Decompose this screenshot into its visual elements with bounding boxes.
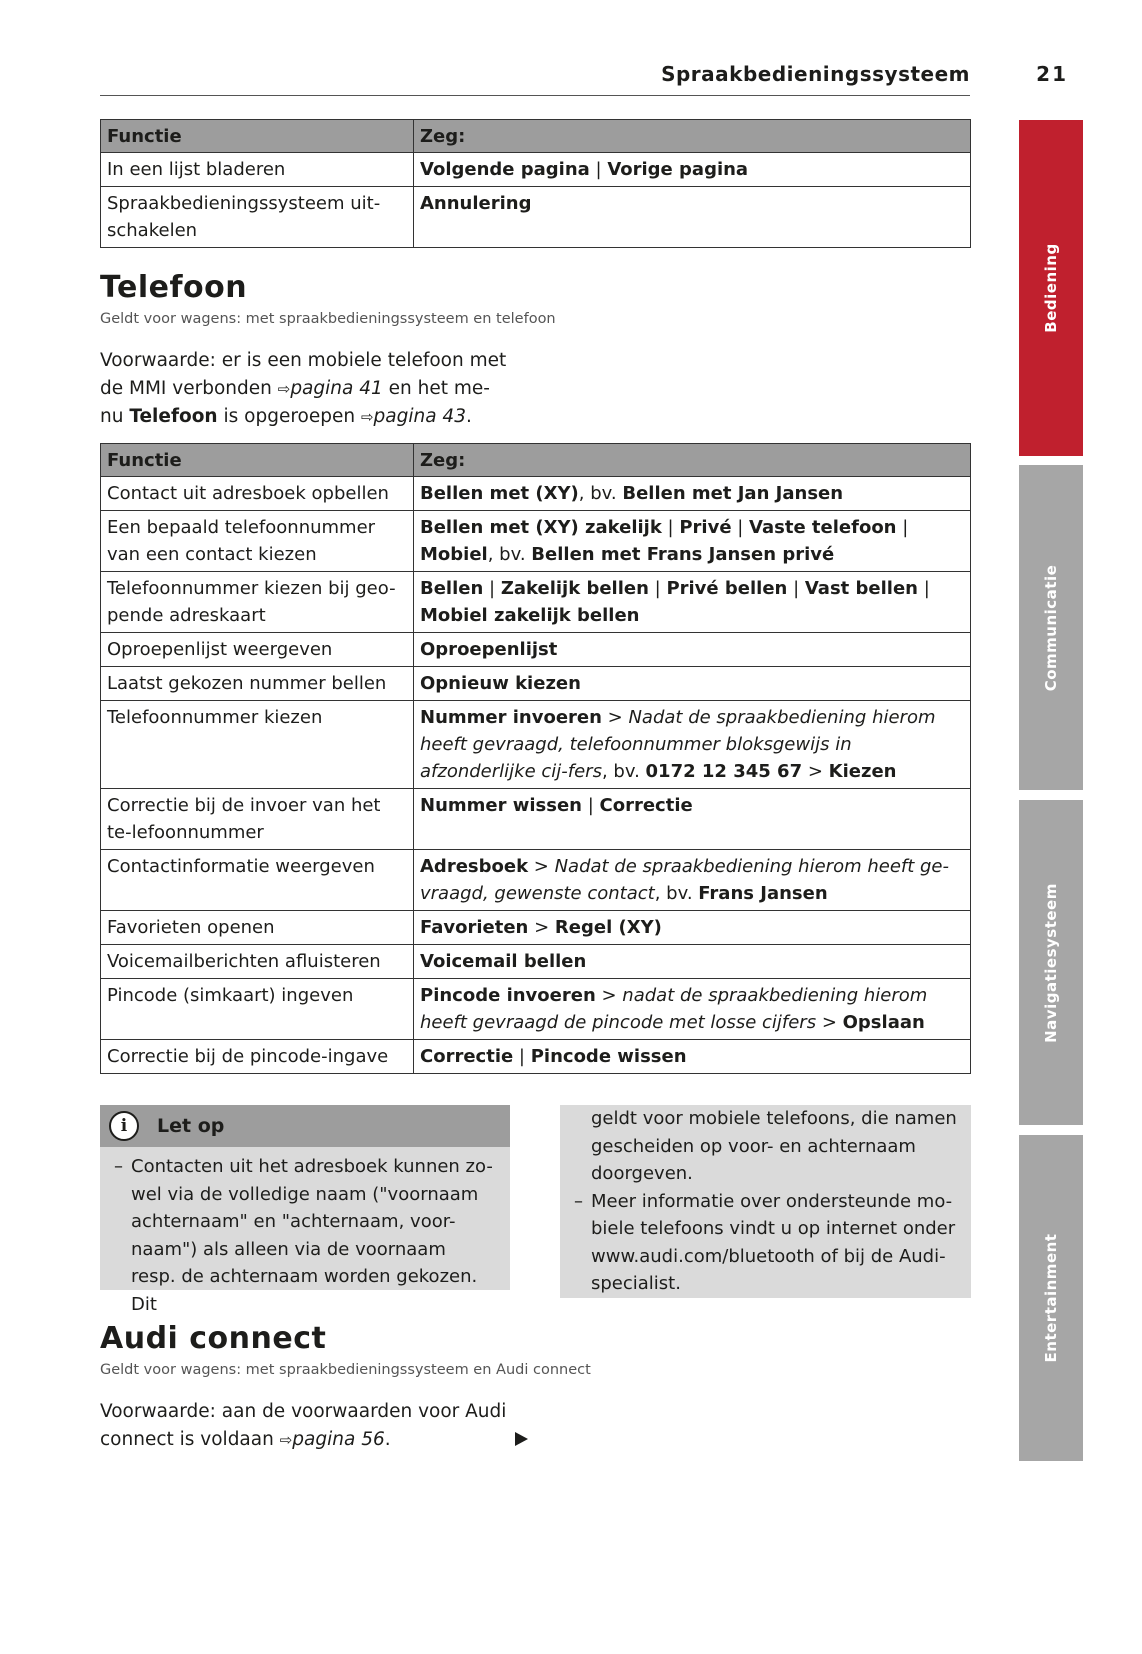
functie-cell: Een bepaald telefoonnummer van een contact kiezen	[101, 511, 414, 572]
table-row	[101, 979, 971, 1040]
command-text: Annulering	[420, 193, 532, 214]
separator: |	[589, 159, 608, 180]
table-row	[101, 701, 971, 789]
cross-reference-arrow-icon: ⇨	[279, 1430, 293, 1449]
side-tab-navigatiesysteem[interactable]	[1019, 800, 1083, 1125]
functie-cell: Contactinformatie weergeven	[101, 850, 414, 911]
table-row	[101, 1040, 971, 1074]
note-title: Let op	[157, 1115, 225, 1137]
zeg-cell: Correctie | Pincode wissen	[414, 1040, 971, 1074]
tab-label: Bediening	[1042, 243, 1060, 333]
functie-cell: Laatst gekozen nummer bellen	[101, 667, 414, 701]
cell-line: Spraakbedieningssysteem uit-	[107, 193, 381, 214]
bullet: –	[114, 1156, 123, 1177]
list-commands-table	[100, 119, 971, 248]
applies-to-note: Geldt voor wagens: met spraakbedieningssysteem en Audi connect	[100, 1362, 591, 1378]
table-header-row	[101, 444, 971, 477]
note-text: Contacten uit het adresboek kunnen zo-wel via de volledige naam ("voornaam achternaam" en "achternaam, voor-naam") als alleen via de voornaam resp. de achternaam worden gekozen. Dit	[131, 1156, 493, 1315]
functie-cell: Correctie bij de pincode-ingave	[101, 1040, 414, 1074]
text: .	[465, 406, 472, 427]
table-row	[101, 789, 971, 850]
zeg-cell	[414, 153, 971, 187]
table-row	[101, 511, 971, 572]
text: .	[384, 1428, 391, 1450]
text: connect is voldaan	[100, 1428, 280, 1450]
functie-cell: Voicemailberichten afluisteren	[101, 945, 414, 979]
cross-reference-arrow-icon: ⇨	[277, 379, 291, 398]
zeg-cell: Bellen | Zakelijk bellen | Privé bellen | Vast bellen | Mobiel zakelijk bellen	[414, 572, 971, 633]
tab-label: Navigatiesysteem	[1042, 882, 1060, 1043]
page-link[interactable]: pagina 56	[292, 1428, 385, 1450]
functie-cell	[101, 187, 414, 248]
table-row	[101, 153, 971, 187]
cross-reference-arrow-icon: ⇨	[360, 408, 374, 426]
audi-connect-intro	[100, 1398, 520, 1454]
list-item	[114, 1153, 494, 1318]
page-link[interactable]: pagina 41	[290, 377, 383, 399]
functie-cell: Oproepenlijst weergeven	[101, 633, 414, 667]
zeg-cell: Bellen met (XY), bv. Bellen met Jan Jansen	[414, 477, 971, 511]
zeg-cell: Adresboek > Nadat de spraakbediening hierom heeft ge-vraagd, gewenste contact, bv. Frans Jansen	[414, 850, 971, 911]
table-row	[101, 477, 971, 511]
page-number: 21	[1036, 62, 1068, 86]
continue-arrow-icon	[515, 1432, 528, 1446]
list-item	[574, 1188, 959, 1298]
column-header-zeg: Zeg:	[414, 120, 971, 153]
text: nu	[100, 406, 130, 427]
side-tab-entertainment[interactable]	[1019, 1135, 1083, 1461]
zeg-cell: Pincode invoeren > nadat de spraakbediening hierom heeft gevraagd de pincode met losse cijfers > Opslaan	[414, 979, 971, 1040]
note-text: Meer informatie over ondersteunde mo-biele telefoons vindt u op internet onder www.audi.com/bluetooth of bij de Audi-specialist.	[591, 1190, 956, 1294]
text: de MMI verbonden	[100, 377, 278, 399]
note-header	[100, 1105, 510, 1147]
section-title-audi-connect: Audi connect	[100, 1321, 327, 1356]
functie-cell: Contact uit adresboek opbellen	[101, 477, 414, 511]
table-header-row	[101, 120, 971, 153]
functie-cell: In een lijst bladeren	[101, 153, 414, 187]
zeg-cell: Nummer wissen | Correctie	[414, 789, 971, 850]
command-text: Volgende pagina	[420, 159, 590, 180]
table-row	[101, 850, 971, 911]
column-header-zeg: Zeg:	[414, 444, 971, 477]
column-header-functie: Functie	[101, 120, 414, 153]
note-body	[100, 1147, 510, 1318]
functie-cell: Favorieten openen	[101, 911, 414, 945]
note-box-continued	[560, 1105, 971, 1298]
text: Voorwaarde: aan de voorwaarden voor Audi	[100, 1401, 507, 1422]
tab-label: Communicatie	[1042, 564, 1060, 691]
running-header-title: Spraakbedieningssysteem	[661, 62, 970, 86]
table-row	[101, 667, 971, 701]
command-text: Vorige pagina	[607, 159, 749, 180]
page-link[interactable]: pagina 43	[373, 406, 466, 427]
text: en het me-	[382, 377, 490, 399]
info-icon: i	[109, 1111, 139, 1141]
side-tab-bediening[interactable]	[1019, 120, 1083, 456]
column-header-functie: Functie	[101, 444, 414, 477]
section-title-telefoon: Telefoon	[100, 270, 248, 305]
note-text: geldt voor mobiele telefoons, die namen gescheiden op voor- en achternaam doorgeven.	[591, 1108, 957, 1184]
text: is opgeroepen	[217, 406, 361, 427]
table-row	[101, 633, 971, 667]
functie-cell: Pincode (simkaart) ingeven	[101, 979, 414, 1040]
table-row	[101, 911, 971, 945]
table-row	[101, 187, 971, 248]
cell-line: schakelen	[107, 220, 198, 241]
table-row	[101, 572, 971, 633]
telefoon-commands-table	[100, 443, 971, 1074]
zeg-cell: Bellen met (XY) zakelijk | Privé | Vaste telefoon | Mobiel, bv. Bellen met Frans Jansen privé	[414, 511, 971, 572]
side-tab-communicatie[interactable]	[1019, 465, 1083, 790]
tab-label: Entertainment	[1042, 1233, 1060, 1363]
zeg-cell: Favorieten > Regel (XY)	[414, 911, 971, 945]
applies-to-note: Geldt voor wagens: met spraakbedieningssysteem en telefoon	[100, 311, 556, 327]
zeg-cell: Nummer invoeren > Nadat de spraakbediening hierom heeft gevraagd, telefoonnummer bloksgewijs in afzonderlijke cij-fers, bv. 0172 12 345 67 > Kiezen	[414, 701, 971, 789]
note-box	[100, 1105, 510, 1315]
menu-name: Telefoon	[129, 406, 218, 427]
header-divider	[100, 95, 970, 96]
zeg-cell: Oproepenlijst	[414, 633, 971, 667]
zeg-cell: Opnieuw kiezen	[414, 667, 971, 701]
bullet: –	[574, 1190, 583, 1212]
functie-cell: Telefoonnummer kiezen	[101, 701, 414, 789]
functie-cell: Telefoonnummer kiezen bij geo-pende adreskaart	[101, 572, 414, 633]
text: Voorwaarde: er is een mobiele telefoon met	[100, 350, 507, 371]
zeg-cell: Voicemail bellen	[414, 945, 971, 979]
table-row	[101, 945, 971, 979]
zeg-cell	[414, 187, 971, 248]
functie-cell: Correctie bij de invoer van het te-lefoonnummer	[101, 789, 414, 850]
telefoon-intro	[100, 347, 520, 432]
